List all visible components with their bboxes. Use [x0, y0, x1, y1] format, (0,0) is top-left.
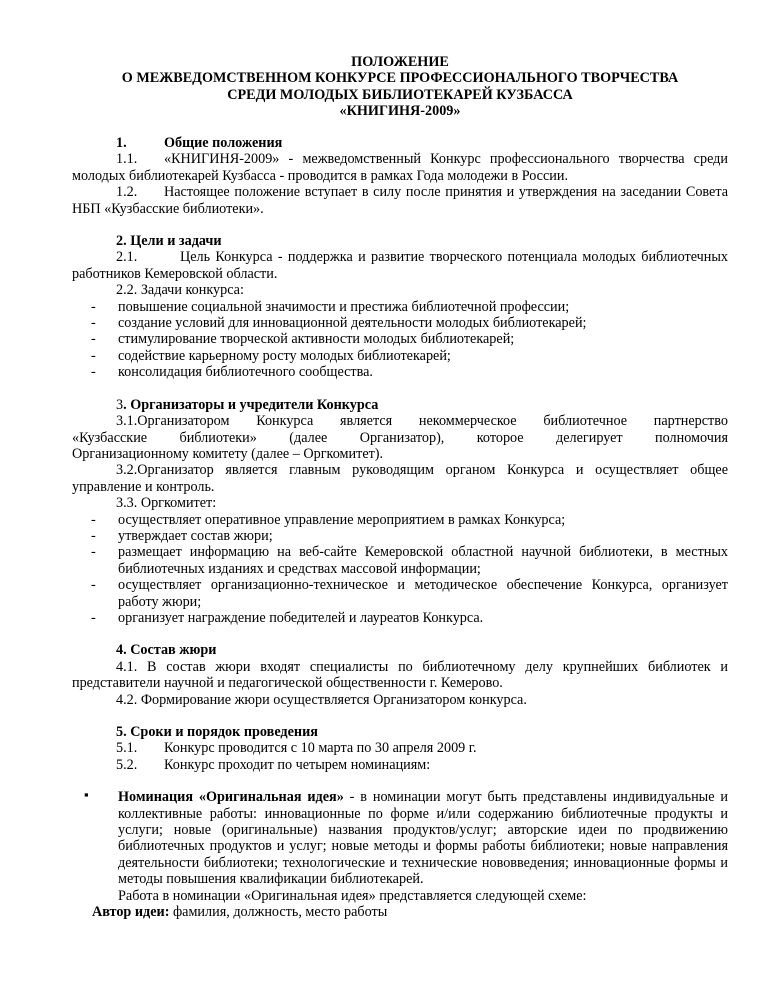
list-item: - утверждает состав жюри; [91, 527, 273, 544]
paragraph-line: 3.1.Организатором Конкурса является некоммерческое библиотечное партнерство [116, 413, 728, 430]
section-heading: 5. Сроки и порядок проведения [116, 724, 318, 740]
list-item: - осуществляет оперативное управление мероприятием в рамках Конкурса; [91, 511, 566, 528]
paragraph: 5.2. Конкурс проходит по четырем номинациям: [116, 756, 431, 773]
list-item: - организует награждение победителей и лауреатов Конкурса. [91, 609, 484, 626]
document-body [72, 135, 728, 920]
title-line: «КНИГИНЯ-2009» [339, 103, 461, 120]
paragraph: Работа в номинации «Оригинальная идея» представляется следующей схеме: [118, 887, 587, 904]
section-title: Общие положения [164, 135, 283, 151]
square-bullet-icon: ▪ [84, 787, 89, 803]
section-heading [72, 135, 728, 151]
paragraph: 2.2. Задачи конкурса: [116, 282, 244, 299]
item-number: 5.2. [116, 756, 138, 773]
paragraph: 1.1. «КНИГИНЯ-2009» - межведомственный Конкурс профессионального творчества среди молодых библиотекарей Кузбасса - проводится в рамках Года молодежи в России. [72, 151, 728, 184]
section-number: 1. [116, 135, 127, 151]
item-number: 1.1. [116, 151, 138, 168]
item-number: 1.2. [116, 184, 138, 201]
paragraph: 5.1. Конкурс проводится с 10 марта по 30 апреля 2009 г. [116, 740, 477, 757]
author-line: Автор идеи: фамилия, должность, место работы [92, 904, 388, 921]
paragraph: 1.2. Настоящее положение вступает в силу после принятия и утверждения на заседании Совета НБП «Кузбасские библиотеки». [72, 184, 728, 217]
title-line: СРЕДИ МОЛОДЫХ БИБЛИОТЕКАРЕЙ КУЗБАССА [227, 86, 573, 103]
document-title [70, 54, 730, 120]
paragraph: 4.2. Формирование жюри осуществляется Организатором конкурса. [116, 691, 527, 708]
title-line: ПОЛОЖЕНИЕ [351, 54, 449, 70]
paragraph: 3.2.Организатор является главным руководящим органом Конкурса и осуществляет общее управление и контроль. [72, 462, 728, 495]
item-number: 5.1. [116, 740, 138, 757]
section-heading: 4. Состав жюри [116, 642, 217, 659]
list-item: - консолидация библиотечного сообщества. [91, 364, 373, 381]
nomination-label: Номинация «Оригинальная идея» [118, 789, 344, 806]
paragraph: 2.1. Цель Конкурса - поддержка и развитие творческого потенциала молодых библиотечных работников Кемеровской области. [72, 249, 728, 282]
section-heading: 2. Цели и задачи [116, 233, 222, 250]
list-item: - создание условий для инновационной деятельности молодых библиотекарей; [91, 315, 587, 332]
list-item: - повышение социальной значимости и престижа библиотечной профессии; [91, 298, 570, 315]
list-item: - содействие карьерному росту молодых библиотекарей; [91, 347, 451, 364]
paragraph: 3.3. Оргкомитет: [116, 495, 217, 512]
paragraph-line: Организационному комитету (далее – Оргкомитет). [72, 445, 384, 462]
list-item: - стимулирование творческой активности молодых библиотекарей; [91, 331, 515, 348]
paragraph-line: «Кузбасские библиотеки» (далее Организатор), которое делегирует полномочия [72, 429, 728, 446]
item-number: 2.1. [116, 249, 138, 266]
list-item: - осуществляет организационно-техническое и методическое обеспечение Конкурса, организует работу жюри; [91, 577, 728, 610]
list-item: - размещает информацию на веб-сайте Кемеровской областной научной библиотеки, в местных библиотечных изданиях и средствах массовой информации; [91, 544, 728, 577]
paragraph: 4.1. В состав жюри входят специалисты по библиотечному делу крупнейших библиотек и представители научной и педагогической общественности г. Кемерово. [72, 658, 728, 692]
section-heading: 3. Организаторы и учредители Конкурса [116, 396, 379, 413]
nomination-description: Номинация «Оригинальная идея» - в номинации могут быть представлены индивидуальные и коллективные работы: инновационные по форме и/или содержанию библиотечные продукты и услуги; новые (оригинальные) названия продуктов/услуг; авторские идеи по продвижению библиотечных продуктов и услуг; новые методы и формы работы библиотеки; новые направления деятельности библиотеки; технологические и технические нововведения; инновационные формы и методы повышения квалификации библиотекарей. [118, 789, 728, 888]
nomination-item [72, 789, 728, 887]
author-label: Автор идеи: [92, 904, 170, 921]
title-line: О МЕЖВЕДОМСТВЕННОМ КОНКУРСЕ ПРОФЕССИОНАЛЬНОГО ТВОРЧЕСТВА [121, 70, 679, 87]
